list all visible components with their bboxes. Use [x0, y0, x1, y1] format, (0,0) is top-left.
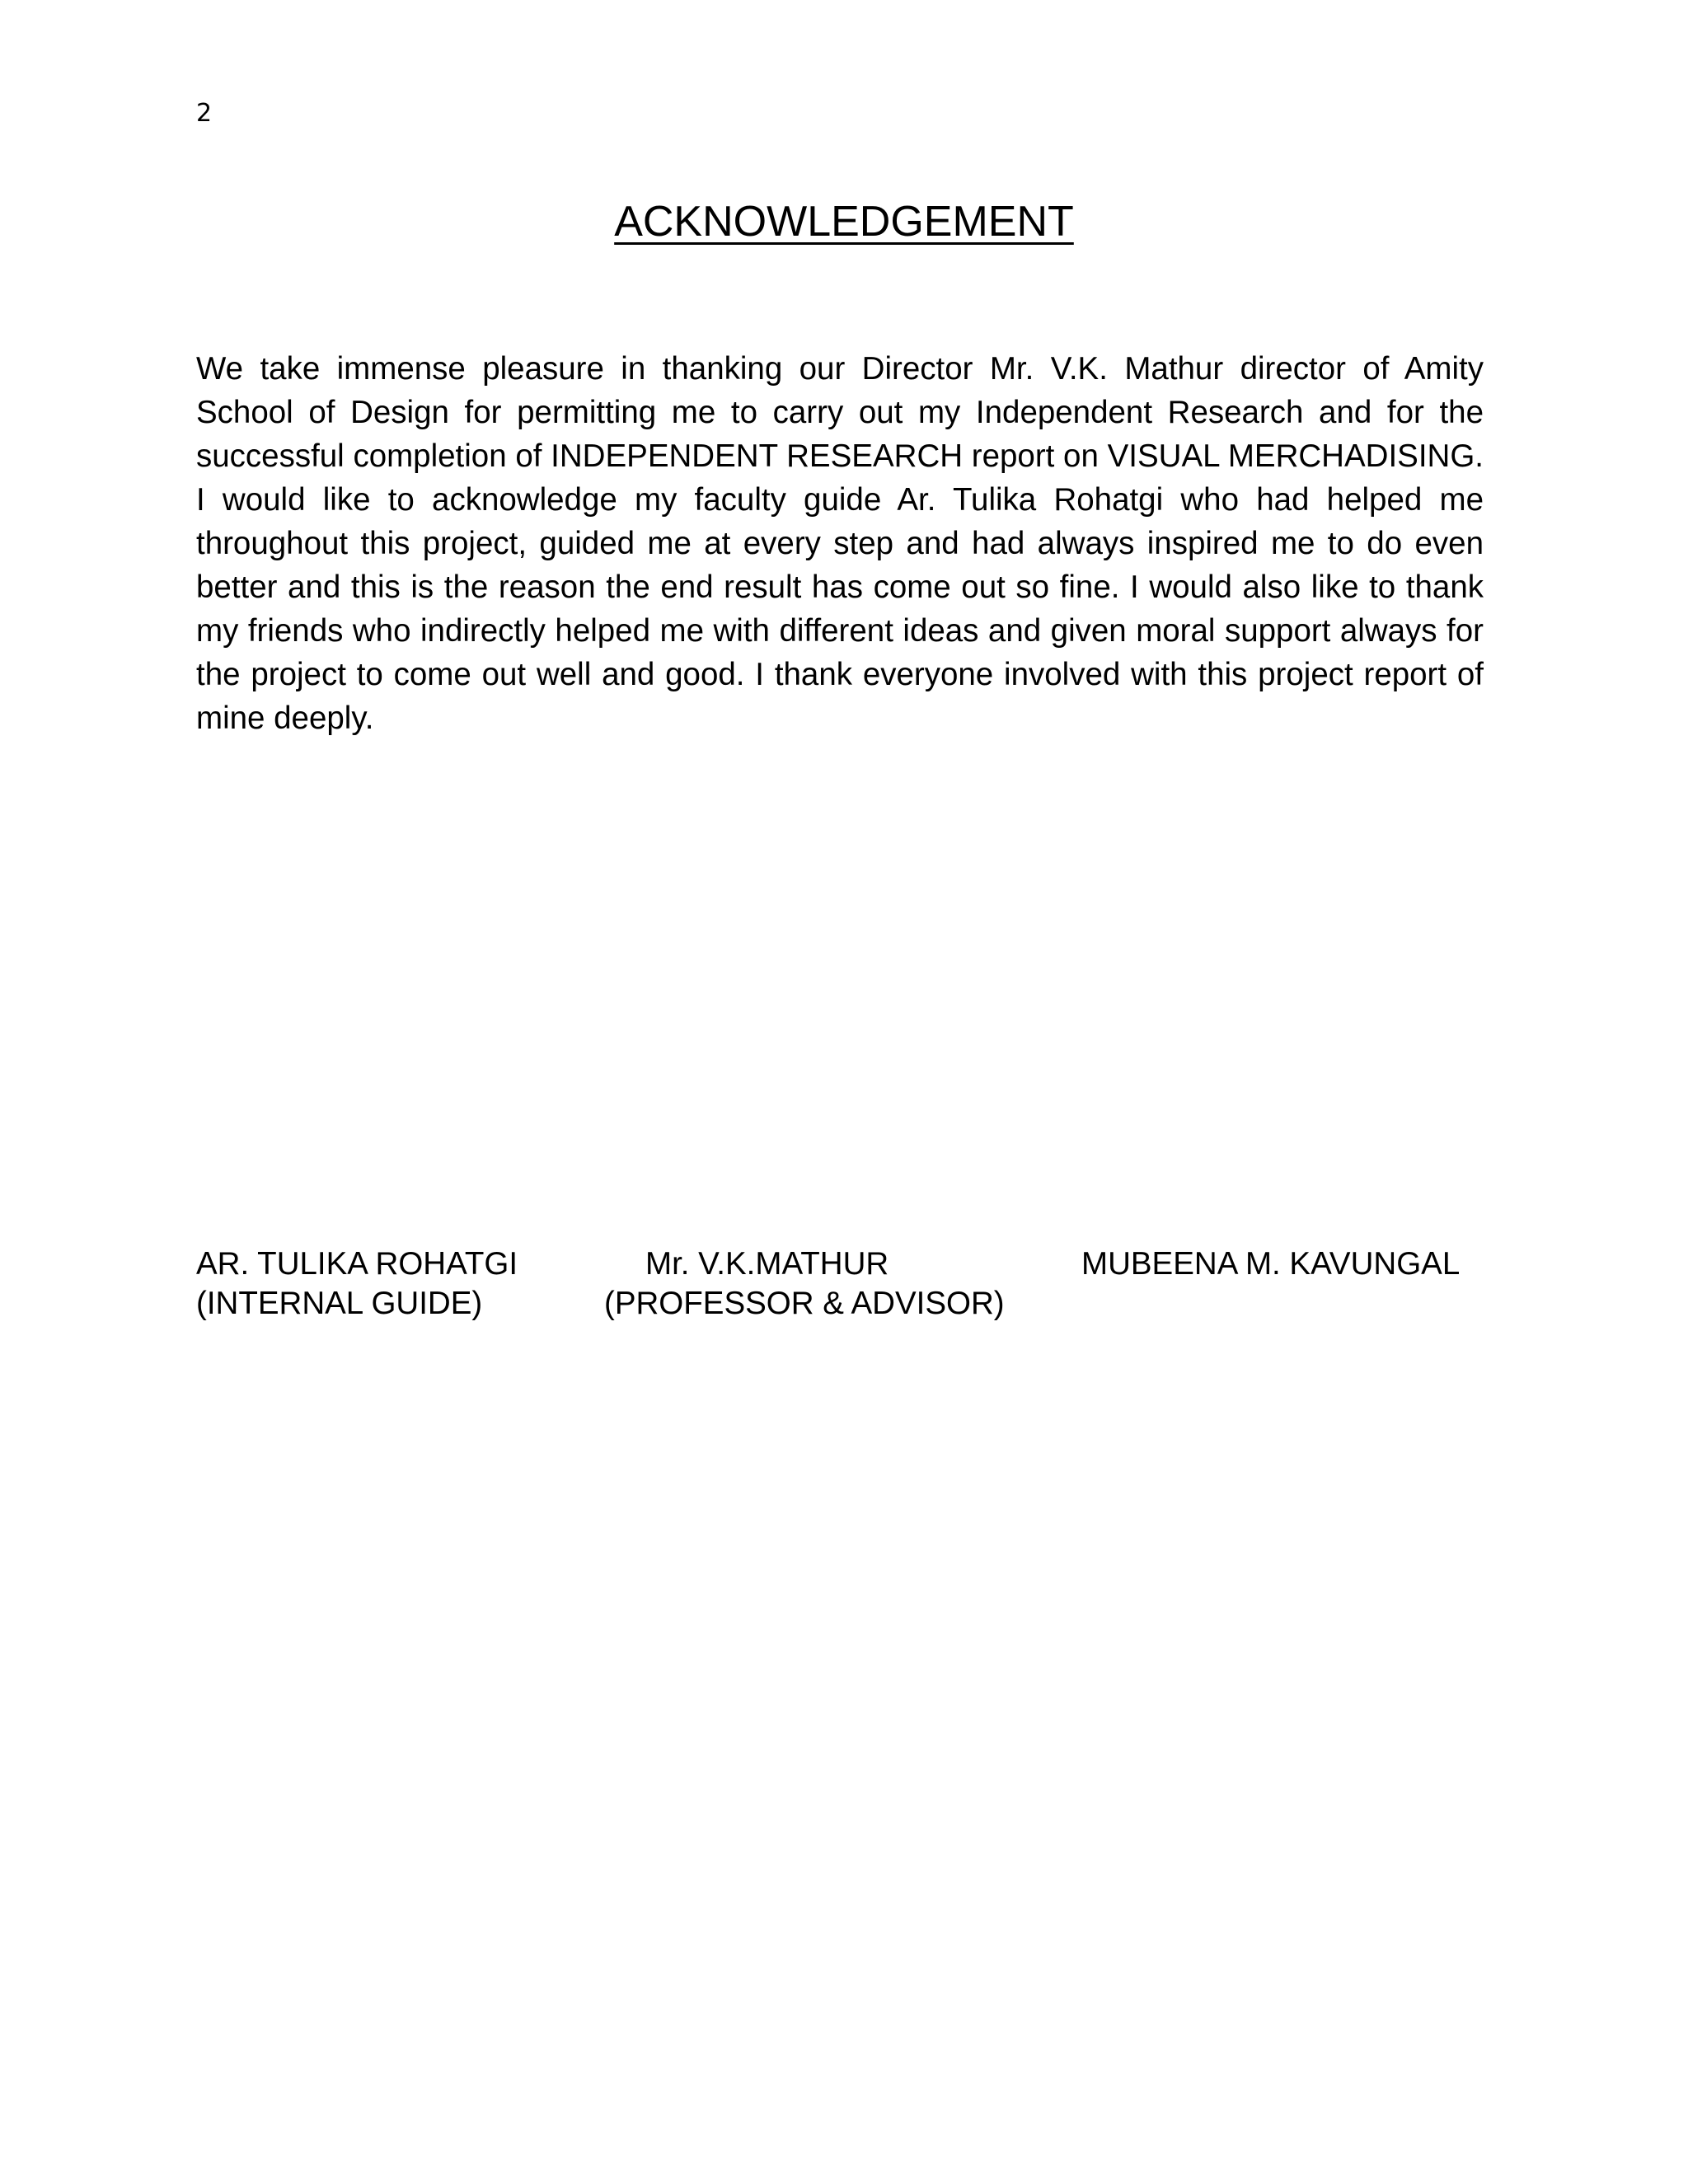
signatory-name-student: MUBEENA M. KAVUNGAL — [1081, 1246, 1461, 1282]
signatory-name-professor: Mr. V.K.MATHUR — [645, 1246, 889, 1282]
page-number: 2 — [196, 99, 213, 128]
signatory-role-internal-guide: (INTERNAL GUIDE) — [196, 1286, 483, 1321]
signatory-role-professor: (PROFESSOR & ADVISOR) — [604, 1286, 1005, 1321]
page-title: ACKNOWLEDGEMENT — [614, 198, 1074, 246]
acknowledgement-paragraph: We take immense pleasure in thanking our Director Mr. V.K. Mathur director of Amity School of Design for permitting me to carry out my Independent Research and for the successful completion of INDEPENDENT RESEARCH report on VISUAL MERCHADISING. I would like to acknowledge my faculty guide Ar. Tulika Rohatgi who had helped me throughout this project, guided me at every step and had always inspired me to do even better and this is the reason the end result has come out so fine. I would also like to thank my friends who indirectly helped me with different ideas and given moral support always for the project to come out well and good. I thank everyone involved with this project report of mine deeply. — [196, 351, 1484, 736]
signatory-name-internal-guide: AR. TULIKA ROHATGI — [196, 1246, 518, 1282]
